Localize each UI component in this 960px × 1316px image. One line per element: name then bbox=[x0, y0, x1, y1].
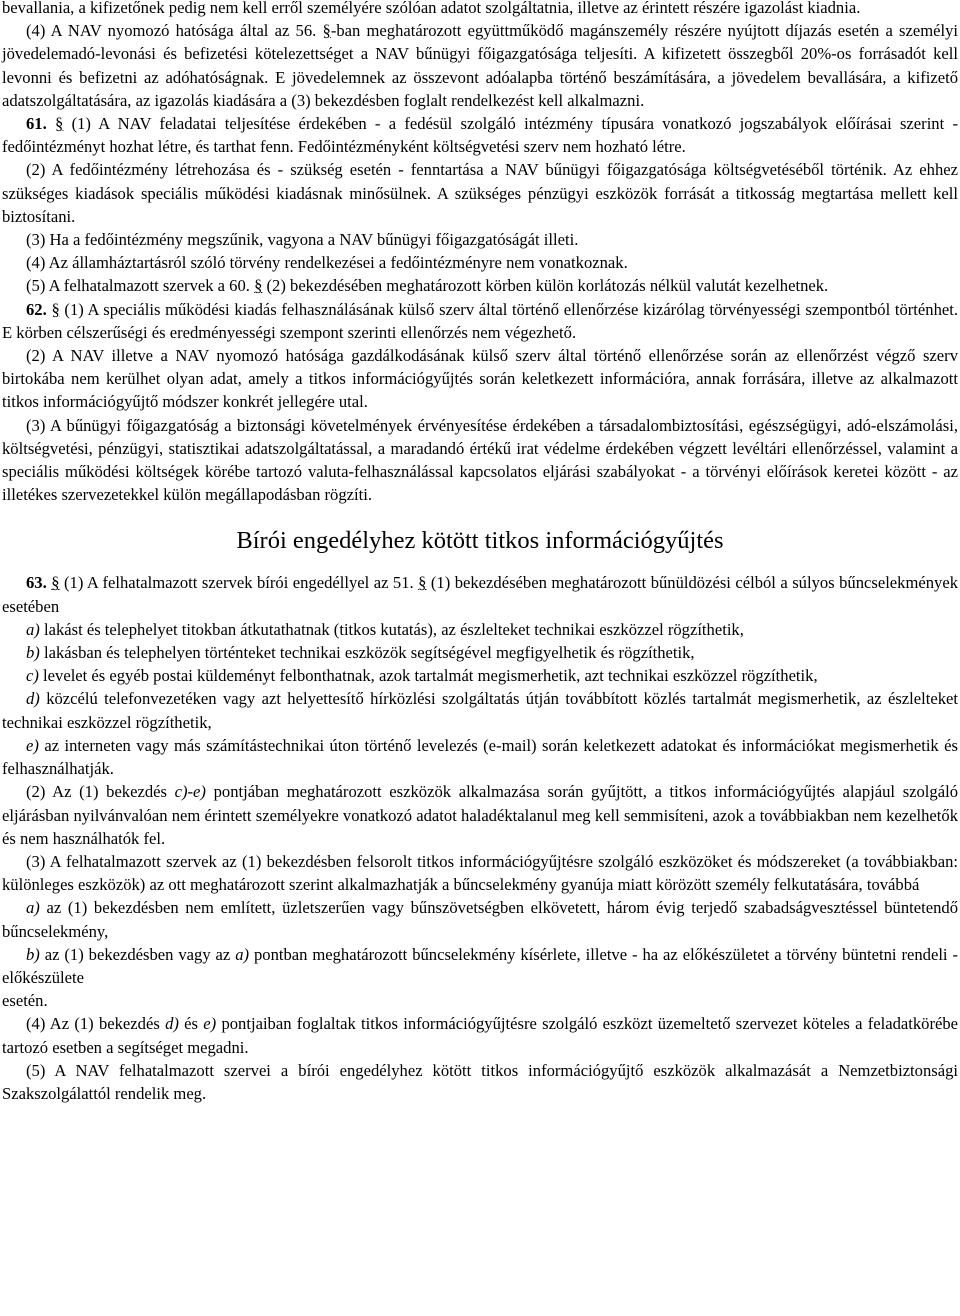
paragraph bbox=[2, 943, 958, 989]
section-sign: § bbox=[51, 573, 60, 593]
text-run: az (1) bekezdésben nem említett, üzletszerűen vagy bűnszövetségben elkövetett, három évig terjedő szabadságvesztéssel büntetendő bűncselekmény, bbox=[2, 898, 958, 941]
paragraph bbox=[2, 19, 958, 112]
paragraph bbox=[2, 1059, 958, 1105]
document-body-bottom bbox=[2, 571, 958, 1105]
text-run: (3) A bűnügyi főigazgatóság a biztonsági követelmények érvényesítése érdekében a társadalombiztosítási, egészségügyi, adó-elszámolási, költségvetési, pénzügyi, statisztikai adatszolgáltatással, a maradandó értékű irat védelme érdekében végzett levéltári ellenőrzéssel, valamint a speciális működési költségek körébe tartozó valuta-felhasználással kapcsolatos eljárási szabályokat - a törvényi előírások keretei között - az illetékes szervezetekkel külön megállapodásban rögzíti. bbox=[2, 415, 958, 505]
text-run: -ban meghatározott együttműködő magánszemély részére nyújtott díjazás esetén a személyi jövedelemadó-levonási és befizetési kötelezettséget a NAV bűnügyi főigazgatósága teljesíti. A kifizetett összegből 20%-os forrásadót kell levonni és befizetni az adóhatóságnak. E jövedelemnek az összevont adóalapba történő beszámítására, a jövedelem bevallására, a kifizető adatszolgáltatására, az igazolás kiadására a (3) bekezdésben foglalt rendelkezést kell alkalmazni. bbox=[2, 21, 959, 110]
text-run: pontjaiban foglaltak titkos információgyűjtésre szolgáló eszközt üzemeltető szervezet köteles a feladatkörébe tartozó esetben a segítséget megadni. bbox=[2, 1014, 958, 1057]
text-run: (1) bekezdésében meghatározott bűnüldözési célból a súlyos bűncselekmények esetében bbox=[2, 573, 958, 616]
point-label: a) bbox=[26, 619, 40, 639]
text-run: (1) A speciális működési kiadás felhasználásának külső szerv által történő ellenőrzése kizárólag törvényességi szempontból történhet. E körben célszerűségi és eredményességi szempont szerinti ellenőrzés nem végezhető. bbox=[2, 299, 958, 342]
paragraph bbox=[2, 298, 958, 344]
point-label: e) bbox=[26, 735, 39, 755]
paragraph bbox=[2, 112, 958, 158]
paragraph bbox=[2, 618, 958, 641]
section-number: 61. bbox=[26, 114, 47, 134]
paragraph bbox=[2, 641, 958, 664]
paragraph bbox=[2, 989, 958, 1012]
text-run: bevallania, a kifizetőnek pedig nem kell erről személyére szólóan adatot szolgáltatnia, illetve az érintett részére igazolást kiadnia. bbox=[2, 0, 861, 17]
section-number: 63. bbox=[26, 573, 47, 593]
text-run: és bbox=[178, 1014, 204, 1034]
point-label: e) bbox=[203, 1014, 217, 1034]
text-run: (1) A NAV feladatai teljesítése érdekében - a fedésül szolgáló intézmény típusára vonatkozó jogszabályok előírásai szerint - fedőintézményt hozhat létre, és tarthat fenn. Fedőintézményként költségvetési szerv nem hozható létre. bbox=[2, 114, 959, 157]
paragraph bbox=[2, 251, 958, 274]
text-run: (2) bekezdésében meghatározott körben külön korlátozás nélkül valutát kezelhetnek. bbox=[262, 276, 829, 296]
text-run: közcélú telefonvezetéken vagy azt helyettesítő hírközlési szolgáltatás útján továbbított közlés tartalmát megismerhetik, az észlelteket technikai eszközzel rögzíthetik, bbox=[2, 689, 958, 732]
text-run bbox=[47, 114, 55, 133]
section-sign: § bbox=[418, 573, 427, 593]
document-body-top bbox=[2, 0, 958, 506]
text-run: pontjában meghatározott eszközök alkalmazása során gyűjtött, a titkos információgyűjtés alapjául szolgáló eljárásban nyilvánvalóan nem érintett személyekre vonatkozó adatot haladéktalanul meg kell semmisíteni, azok a továbbiakban nem kezelhetők és nem használhatók fel. bbox=[2, 782, 958, 848]
section-number: 62. bbox=[26, 299, 47, 319]
text-run: esetén. bbox=[2, 991, 48, 1011]
text-run: (5) A NAV felhatalmazott szervei a bírói engedélyhez kötött titkos információgyűjtő eszközök alkalmazását a Nemzetbiztonsági Szakszolgálattól rendelik meg. bbox=[2, 1060, 958, 1103]
text-run: (2) A fedőintézmény létrehozása és - szükség esetén - fenntartása a NAV bűnügyi főigazgatósága költségvetéséből történik. Az ehhez szükséges kiadások speciális működési kiadásnak minősülnek. A szükséges pénzügyi eszközök forrását a titkosság megtartása mellett kell biztosítani. bbox=[2, 160, 958, 226]
text-run: (2) Az (1) bekezdés bbox=[26, 782, 175, 802]
text-run: (4) A NAV nyomozó hatósága által az 56. bbox=[26, 21, 323, 41]
text-run: levelet és egyéb postai küldeményt felbonthatnak, azok tartalmát megismerhetik, azt technikai eszközzel rögzíthetik, bbox=[38, 666, 818, 686]
text-run: lakásban és telephelyen történteket technikai eszközök segítségével megfigyelhetik és rögzíthetik, bbox=[39, 643, 695, 663]
paragraph bbox=[2, 274, 958, 297]
text-run: (5) A felhatalmazott szervek a 60. bbox=[26, 276, 255, 296]
section-sign: § bbox=[254, 276, 263, 296]
text-run: (4) Az államháztartásról szóló törvény rendelkezései a fedőintézményre nem vonatkoznak. bbox=[26, 253, 628, 273]
point-label: d) bbox=[26, 689, 40, 709]
text-run: lakást és telephelyet titokban átkutathatnak (titkos kutatás), az észlelteket technikai eszközzel rögzíthetik, bbox=[39, 619, 744, 639]
section-heading: Bírói engedélyhez kötött titkos információgyűjtés bbox=[236, 527, 724, 555]
text-run: (3) A felhatalmazott szervek az (1) bekezdésben felsorolt titkos információgyűjtésre szolgáló eszközöket és módszereket (a továbbiakban: különleges eszközök) az ott meghatározott szerint alkalmazhatják a bűncselekmény gyanúja miatt körözött személy felkutatására, továbbá bbox=[2, 851, 958, 895]
paragraph bbox=[2, 228, 958, 251]
paragraph bbox=[2, 0, 958, 19]
paragraph bbox=[2, 780, 958, 850]
text-run: (2) A NAV illetve a NAV nyomozó hatósága gazdálkodásának külső szerv által történő ellenőrzése során az ellenőrzést végző szerv birtokába nem kerülhet olyan adat, amely a titkos információgyűjtés során keletkezett információra, annak forrására, illetve az alkalmazott titkos információgyűjtő módszer konkrét jellegére utal. bbox=[2, 346, 958, 412]
text-run: az interneten vagy más számítástechnikai úton történő levelezés (e-mail) során keletkezett adatokat és információkat megismerhetik és felhasználhatják. bbox=[2, 735, 958, 779]
point-label: b) bbox=[26, 944, 40, 964]
point-label: b) bbox=[26, 643, 40, 663]
section-sign: § bbox=[55, 114, 64, 134]
text-run: (1) A felhatalmazott szervek bírói engedéllyel az 51. bbox=[59, 573, 419, 593]
section-sign: § bbox=[51, 299, 60, 319]
point-label: d) bbox=[165, 1014, 179, 1034]
section-sign: § bbox=[322, 21, 331, 41]
paragraph bbox=[2, 734, 958, 780]
point-label: c) bbox=[26, 666, 39, 686]
paragraph bbox=[2, 850, 958, 896]
paragraph bbox=[2, 158, 958, 228]
point-label: a) bbox=[235, 944, 250, 964]
text-run: az (1) bekezdésben vagy az bbox=[39, 944, 236, 964]
text-run: (4) Az (1) bekezdés bbox=[26, 1014, 166, 1034]
point-label: a) bbox=[26, 898, 40, 918]
paragraph bbox=[2, 1012, 958, 1058]
text-run: (3) Ha a fedőintézmény megszűnik, vagyona a NAV bűnügyi főigazgatóságát illeti. bbox=[26, 230, 579, 250]
paragraph bbox=[2, 414, 958, 507]
paragraph bbox=[2, 344, 958, 414]
paragraph bbox=[2, 571, 958, 617]
paragraph bbox=[2, 687, 958, 733]
paragraph bbox=[2, 896, 958, 942]
paragraph bbox=[2, 664, 958, 687]
text-run: pontban meghatározott bűncselekmény kísérlete, illetve - ha az előkészületet a törvény büntetni rendeli - előkészülete bbox=[2, 944, 958, 987]
point-label: c)-e) bbox=[174, 782, 206, 802]
